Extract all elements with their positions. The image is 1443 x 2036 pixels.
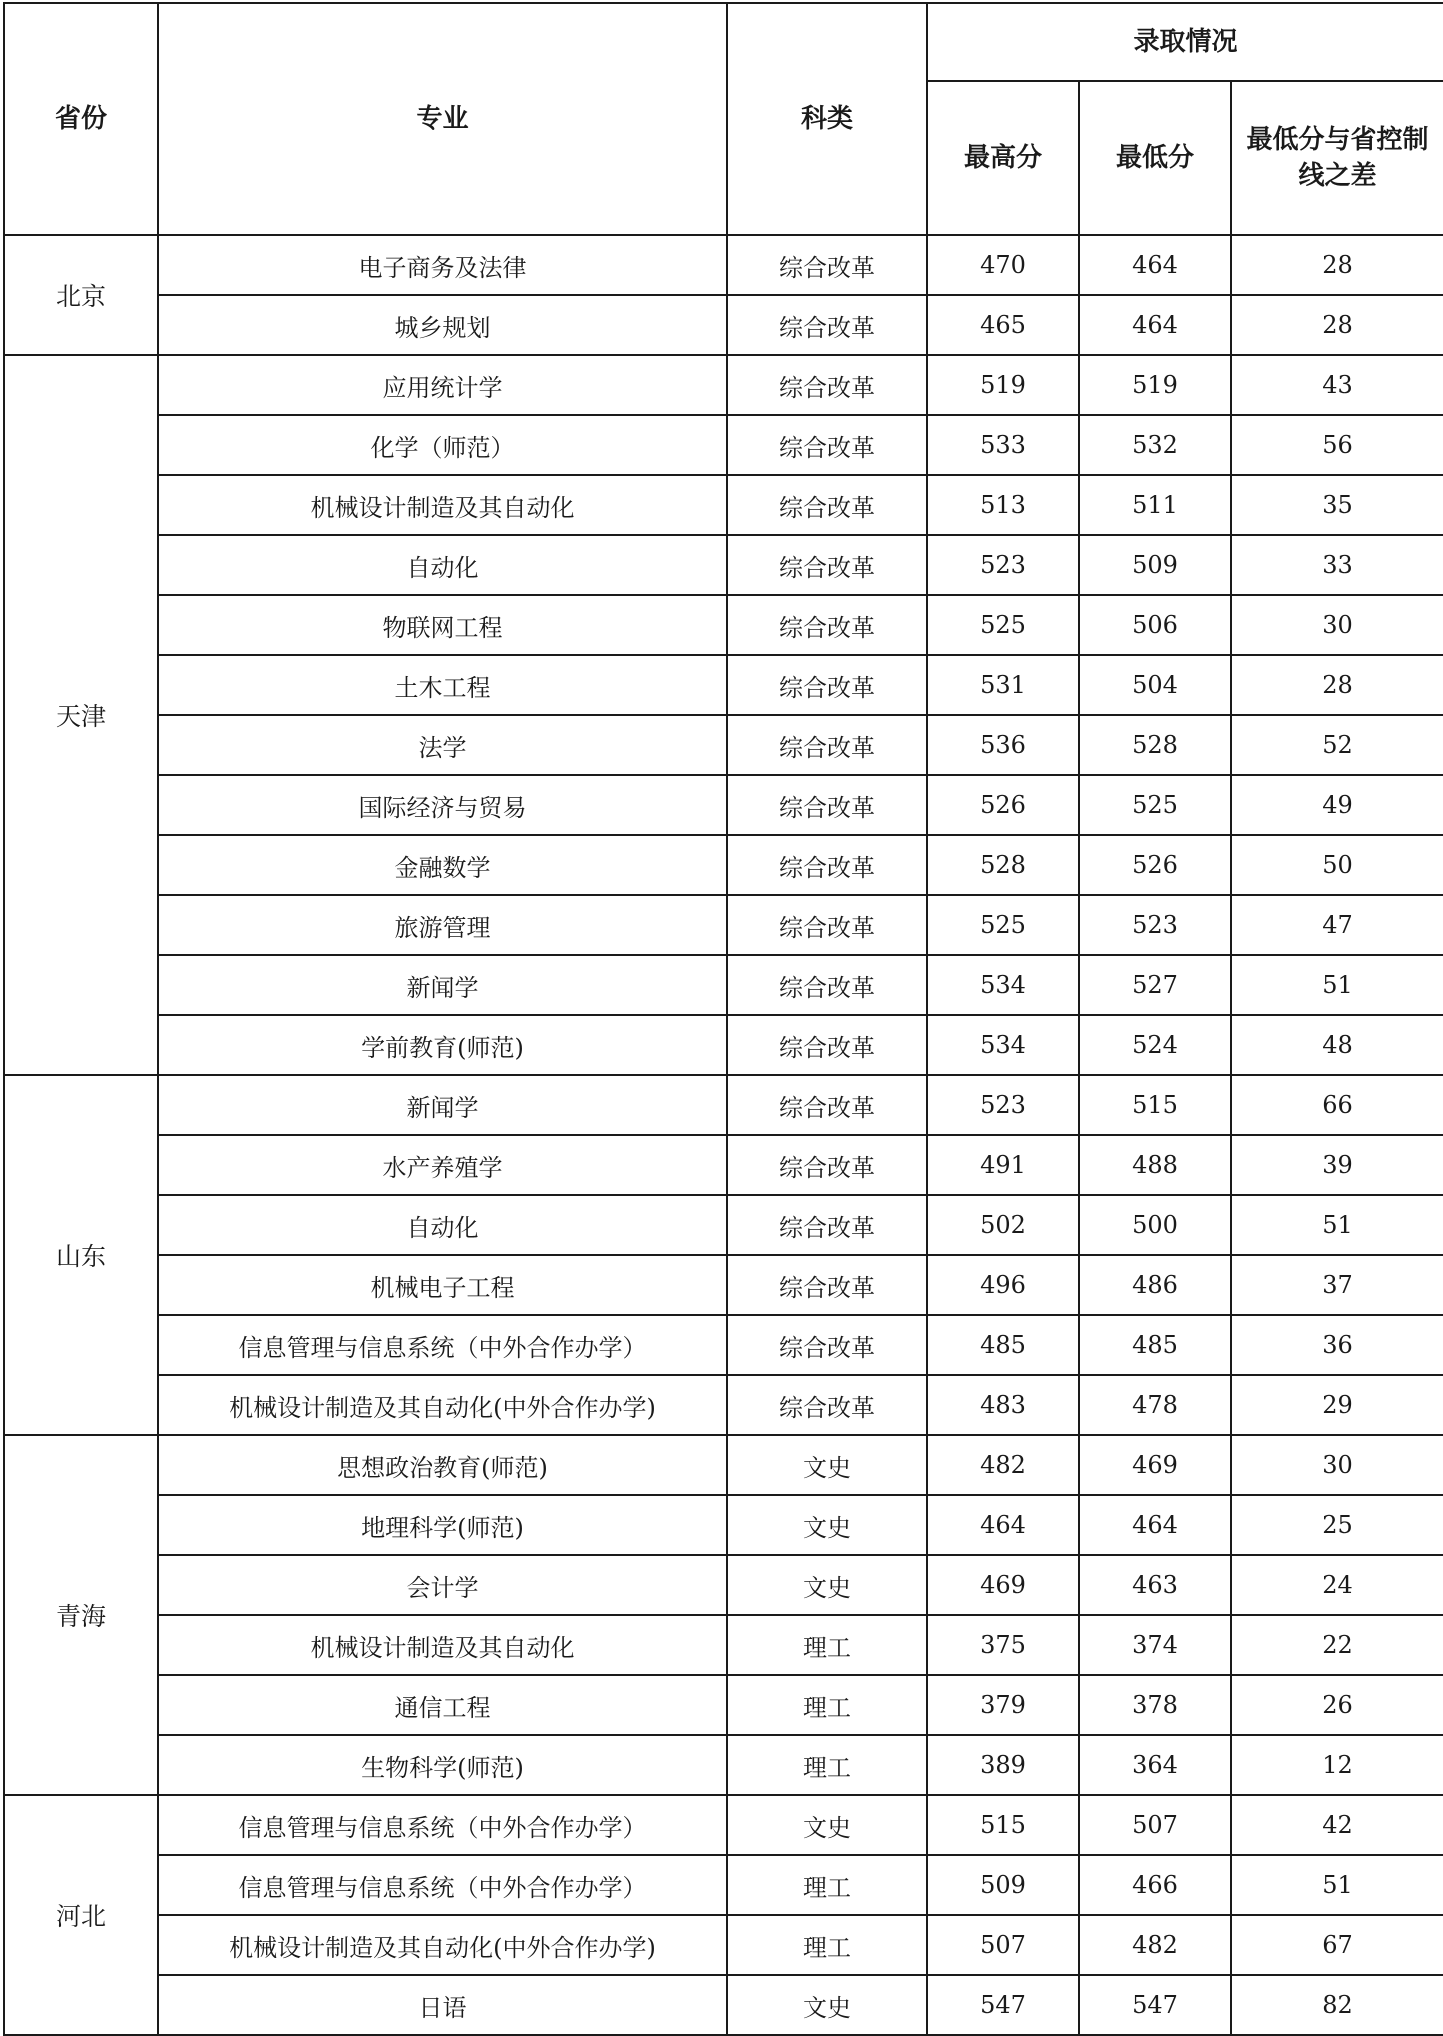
category-cell: 文史 xyxy=(727,1975,927,2035)
category-cell: 文史 xyxy=(727,1555,927,1615)
min-score-cell: 523 xyxy=(1079,895,1231,955)
category-cell: 综合改革 xyxy=(727,1255,927,1315)
diff-cell: 42 xyxy=(1231,1795,1443,1855)
major-cell: 信息管理与信息系统（中外合作办学） xyxy=(158,1795,727,1855)
max-score-cell: 531 xyxy=(927,655,1079,715)
diff-cell: 28 xyxy=(1231,295,1443,355)
table-row xyxy=(4,775,1443,835)
min-score-cell: 466 xyxy=(1079,1855,1231,1915)
min-score-cell: 469 xyxy=(1079,1435,1231,1495)
diff-cell: 22 xyxy=(1231,1615,1443,1675)
max-score-cell: 536 xyxy=(927,715,1079,775)
province-cell: 青海 xyxy=(4,1435,158,1795)
min-score-cell: 532 xyxy=(1079,415,1231,475)
min-score-cell: 519 xyxy=(1079,355,1231,415)
category-cell: 综合改革 xyxy=(727,655,927,715)
table-body xyxy=(4,235,1443,2035)
table-row xyxy=(4,1795,1443,1855)
table-row xyxy=(4,475,1443,535)
min-score-cell: 374 xyxy=(1079,1615,1231,1675)
diff-cell: 39 xyxy=(1231,1135,1443,1195)
max-score-cell: 509 xyxy=(927,1855,1079,1915)
max-score-cell: 496 xyxy=(927,1255,1079,1315)
major-cell: 会计学 xyxy=(158,1555,727,1615)
category-cell: 文史 xyxy=(727,1495,927,1555)
max-score-cell: 485 xyxy=(927,1315,1079,1375)
diff-cell: 67 xyxy=(1231,1915,1443,1975)
major-cell: 通信工程 xyxy=(158,1675,727,1735)
min-score-cell: 464 xyxy=(1079,235,1231,295)
table-row xyxy=(4,1315,1443,1375)
category-cell: 综合改革 xyxy=(727,1075,927,1135)
min-score-cell: 364 xyxy=(1079,1735,1231,1795)
max-score-cell: 465 xyxy=(927,295,1079,355)
table-row xyxy=(4,715,1443,775)
major-cell: 机械设计制造及其自动化(中外合作办学) xyxy=(158,1375,727,1435)
max-score-cell: 379 xyxy=(927,1675,1079,1735)
table-header xyxy=(4,3,1443,235)
header-max-score: 最高分 xyxy=(927,81,1079,235)
min-score-cell: 463 xyxy=(1079,1555,1231,1615)
table-row xyxy=(4,1015,1443,1075)
major-cell: 学前教育(师范) xyxy=(158,1015,727,1075)
table-row xyxy=(4,1555,1443,1615)
major-cell: 生物科学(师范) xyxy=(158,1735,727,1795)
major-cell: 机械设计制造及其自动化 xyxy=(158,1615,727,1675)
min-score-cell: 528 xyxy=(1079,715,1231,775)
table-row xyxy=(4,1135,1443,1195)
min-score-cell: 464 xyxy=(1079,295,1231,355)
major-cell: 自动化 xyxy=(158,1195,727,1255)
max-score-cell: 491 xyxy=(927,1135,1079,1195)
min-score-cell: 506 xyxy=(1079,595,1231,655)
diff-cell: 51 xyxy=(1231,955,1443,1015)
max-score-cell: 507 xyxy=(927,1915,1079,1975)
category-cell: 综合改革 xyxy=(727,895,927,955)
min-score-cell: 547 xyxy=(1079,1975,1231,2035)
max-score-cell: 389 xyxy=(927,1735,1079,1795)
category-cell: 综合改革 xyxy=(727,595,927,655)
major-cell: 日语 xyxy=(158,1975,727,2035)
min-score-cell: 507 xyxy=(1079,1795,1231,1855)
table-row xyxy=(4,595,1443,655)
major-cell: 城乡规划 xyxy=(158,295,727,355)
category-cell: 理工 xyxy=(727,1735,927,1795)
min-score-cell: 509 xyxy=(1079,535,1231,595)
max-score-cell: 470 xyxy=(927,235,1079,295)
diff-cell: 82 xyxy=(1231,1975,1443,2035)
category-cell: 综合改革 xyxy=(727,955,927,1015)
min-score-cell: 504 xyxy=(1079,655,1231,715)
diff-cell: 37 xyxy=(1231,1255,1443,1315)
diff-cell: 26 xyxy=(1231,1675,1443,1735)
header-diff: 最低分与省控制线之差 xyxy=(1231,81,1443,235)
table-row xyxy=(4,1495,1443,1555)
table-row xyxy=(4,1915,1443,1975)
table-row xyxy=(4,1735,1443,1795)
major-cell: 旅游管理 xyxy=(158,895,727,955)
major-cell: 机械设计制造及其自动化 xyxy=(158,475,727,535)
header-category: 科类 xyxy=(727,3,927,235)
diff-cell: 33 xyxy=(1231,535,1443,595)
major-cell: 法学 xyxy=(158,715,727,775)
category-cell: 综合改革 xyxy=(727,775,927,835)
diff-cell: 36 xyxy=(1231,1315,1443,1375)
table-row xyxy=(4,835,1443,895)
category-cell: 理工 xyxy=(727,1675,927,1735)
diff-cell: 12 xyxy=(1231,1735,1443,1795)
min-score-cell: 378 xyxy=(1079,1675,1231,1735)
max-score-cell: 525 xyxy=(927,595,1079,655)
max-score-cell: 513 xyxy=(927,475,1079,535)
max-score-cell: 519 xyxy=(927,355,1079,415)
max-score-cell: 469 xyxy=(927,1555,1079,1615)
min-score-cell: 482 xyxy=(1079,1915,1231,1975)
max-score-cell: 523 xyxy=(927,535,1079,595)
table-row xyxy=(4,1975,1443,2035)
major-cell: 国际经济与贸易 xyxy=(158,775,727,835)
major-cell: 信息管理与信息系统（中外合作办学） xyxy=(158,1315,727,1375)
category-cell: 综合改革 xyxy=(727,415,927,475)
category-cell: 综合改革 xyxy=(727,1135,927,1195)
max-score-cell: 464 xyxy=(927,1495,1079,1555)
diff-cell: 30 xyxy=(1231,595,1443,655)
diff-cell: 24 xyxy=(1231,1555,1443,1615)
min-score-cell: 478 xyxy=(1079,1375,1231,1435)
table-row xyxy=(4,1435,1443,1495)
min-score-cell: 511 xyxy=(1079,475,1231,535)
table-row xyxy=(4,1195,1443,1255)
max-score-cell: 534 xyxy=(927,955,1079,1015)
major-cell: 新闻学 xyxy=(158,955,727,1015)
max-score-cell: 375 xyxy=(927,1615,1079,1675)
table-row xyxy=(4,415,1443,475)
diff-cell: 49 xyxy=(1231,775,1443,835)
category-cell: 综合改革 xyxy=(727,1375,927,1435)
category-cell: 综合改革 xyxy=(727,475,927,535)
min-score-cell: 500 xyxy=(1079,1195,1231,1255)
table-row xyxy=(4,955,1443,1015)
min-score-cell: 464 xyxy=(1079,1495,1231,1555)
category-cell: 综合改革 xyxy=(727,715,927,775)
header-major: 专业 xyxy=(158,3,727,235)
diff-cell: 30 xyxy=(1231,1435,1443,1495)
diff-cell: 28 xyxy=(1231,655,1443,715)
table-row xyxy=(4,1615,1443,1675)
table-row xyxy=(4,1375,1443,1435)
major-cell: 化学（师范） xyxy=(158,415,727,475)
province-cell: 河北 xyxy=(4,1795,158,2035)
category-cell: 文史 xyxy=(727,1435,927,1495)
major-cell: 地理科学(师范) xyxy=(158,1495,727,1555)
major-cell: 机械电子工程 xyxy=(158,1255,727,1315)
diff-cell: 52 xyxy=(1231,715,1443,775)
category-cell: 理工 xyxy=(727,1855,927,1915)
province-cell: 山东 xyxy=(4,1075,158,1435)
table-row xyxy=(4,895,1443,955)
header-min-score: 最低分 xyxy=(1079,81,1231,235)
major-cell: 水产养殖学 xyxy=(158,1135,727,1195)
max-score-cell: 533 xyxy=(927,415,1079,475)
header-admission: 录取情况 xyxy=(927,3,1443,81)
header-province: 省份 xyxy=(4,3,158,235)
category-cell: 综合改革 xyxy=(727,1315,927,1375)
table-row xyxy=(4,295,1443,355)
major-cell: 思想政治教育(师范) xyxy=(158,1435,727,1495)
category-cell: 综合改革 xyxy=(727,235,927,295)
category-cell: 综合改革 xyxy=(727,295,927,355)
max-score-cell: 483 xyxy=(927,1375,1079,1435)
category-cell: 理工 xyxy=(727,1615,927,1675)
diff-cell: 47 xyxy=(1231,895,1443,955)
max-score-cell: 515 xyxy=(927,1795,1079,1855)
min-score-cell: 486 xyxy=(1079,1255,1231,1315)
max-score-cell: 534 xyxy=(927,1015,1079,1075)
min-score-cell: 485 xyxy=(1079,1315,1231,1375)
category-cell: 综合改革 xyxy=(727,355,927,415)
min-score-cell: 515 xyxy=(1079,1075,1231,1135)
admission-table xyxy=(3,2,1443,2036)
max-score-cell: 525 xyxy=(927,895,1079,955)
major-cell: 土木工程 xyxy=(158,655,727,715)
major-cell: 物联网工程 xyxy=(158,595,727,655)
major-cell: 信息管理与信息系统（中外合作办学） xyxy=(158,1855,727,1915)
major-cell: 电子商务及法律 xyxy=(158,235,727,295)
max-score-cell: 502 xyxy=(927,1195,1079,1255)
max-score-cell: 528 xyxy=(927,835,1079,895)
diff-cell: 50 xyxy=(1231,835,1443,895)
province-cell: 北京 xyxy=(4,235,158,355)
diff-cell: 51 xyxy=(1231,1195,1443,1255)
province-cell: 天津 xyxy=(4,355,158,1075)
diff-cell: 35 xyxy=(1231,475,1443,535)
category-cell: 理工 xyxy=(727,1915,927,1975)
major-cell: 金融数学 xyxy=(158,835,727,895)
min-score-cell: 525 xyxy=(1079,775,1231,835)
major-cell: 新闻学 xyxy=(158,1075,727,1135)
diff-cell: 25 xyxy=(1231,1495,1443,1555)
table-row xyxy=(4,535,1443,595)
diff-cell: 43 xyxy=(1231,355,1443,415)
max-score-cell: 547 xyxy=(927,1975,1079,2035)
diff-cell: 28 xyxy=(1231,235,1443,295)
min-score-cell: 527 xyxy=(1079,955,1231,1015)
category-cell: 综合改革 xyxy=(727,535,927,595)
max-score-cell: 482 xyxy=(927,1435,1079,1495)
max-score-cell: 526 xyxy=(927,775,1079,835)
table-row xyxy=(4,1855,1443,1915)
category-cell: 综合改革 xyxy=(727,835,927,895)
major-cell: 应用统计学 xyxy=(158,355,727,415)
min-score-cell: 524 xyxy=(1079,1015,1231,1075)
diff-cell: 56 xyxy=(1231,415,1443,475)
major-cell: 自动化 xyxy=(158,535,727,595)
diff-cell: 29 xyxy=(1231,1375,1443,1435)
table-row xyxy=(4,1075,1443,1135)
diff-cell: 51 xyxy=(1231,1855,1443,1915)
table-row xyxy=(4,1675,1443,1735)
diff-cell: 66 xyxy=(1231,1075,1443,1135)
major-cell: 机械设计制造及其自动化(中外合作办学) xyxy=(158,1915,727,1975)
min-score-cell: 526 xyxy=(1079,835,1231,895)
category-cell: 综合改革 xyxy=(727,1195,927,1255)
table-row xyxy=(4,1255,1443,1315)
table-row xyxy=(4,235,1443,295)
table-row xyxy=(4,355,1443,415)
min-score-cell: 488 xyxy=(1079,1135,1231,1195)
category-cell: 综合改革 xyxy=(727,1015,927,1075)
max-score-cell: 523 xyxy=(927,1075,1079,1135)
table-row xyxy=(4,655,1443,715)
category-cell: 文史 xyxy=(727,1795,927,1855)
diff-cell: 48 xyxy=(1231,1015,1443,1075)
